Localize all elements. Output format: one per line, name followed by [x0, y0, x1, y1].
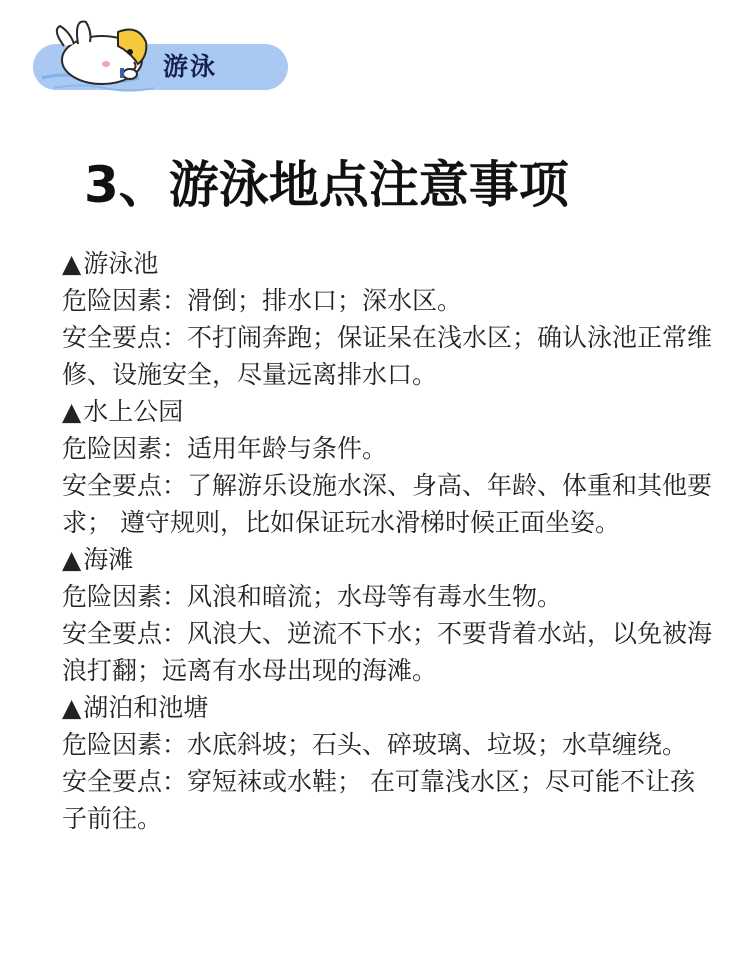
page-title: 3、游泳地点注意事项 [84, 156, 569, 214]
section-heading [62, 245, 717, 282]
mascot-swimming-icon [34, 8, 174, 100]
section-heading-text: 水上公园 [83, 397, 184, 426]
risk-factors: 危险因素：滑倒；排水口；深水区。 [62, 286, 463, 315]
risk-factors: 危险因素：适用年龄与条件。 [62, 434, 388, 463]
section-heading-text: 海滩 [83, 545, 134, 574]
section-heading-text: 湖泊和池塘 [83, 693, 209, 722]
safety-points: 安全要点：了解游乐设施水深、身高、年龄、体重和其他要求； 遵守规则，比如保证玩水滑梯时候正面坐姿。 [62, 471, 713, 537]
risk-factors: 危险因素：水底斜坡；石头、碎玻璃、垃圾；水草缠绕。 [62, 730, 688, 759]
safety-points: 安全要点：穿短袜或水鞋； 在可靠浅水区；尽可能不让孩子前往。 [62, 767, 695, 833]
safety-points: 安全要点：不打闹奔跑；保证呆在浅水区；确认泳池正常维修、设施安全，尽量远离排水口。 [62, 323, 713, 389]
triangle-bullet-icon: ▲ [62, 693, 82, 722]
triangle-bullet-icon: ▲ [62, 397, 82, 426]
safety-points: 安全要点：风浪大、逆流不下水；不要背着水站，以免被海浪打翻；远离有水母出现的海滩。 [62, 619, 713, 685]
section-heading [62, 541, 717, 578]
risk-factors: 危险因素：风浪和暗流；水母等有毒水生物。 [62, 582, 563, 611]
content-body [62, 245, 717, 837]
triangle-bullet-icon: ▲ [62, 545, 82, 574]
badge-label: 游泳 [163, 52, 218, 81]
section-heading [62, 393, 717, 430]
section-heading [62, 689, 717, 726]
section-heading-text: 游泳池 [83, 249, 159, 278]
triangle-bullet-icon: ▲ [62, 249, 82, 278]
